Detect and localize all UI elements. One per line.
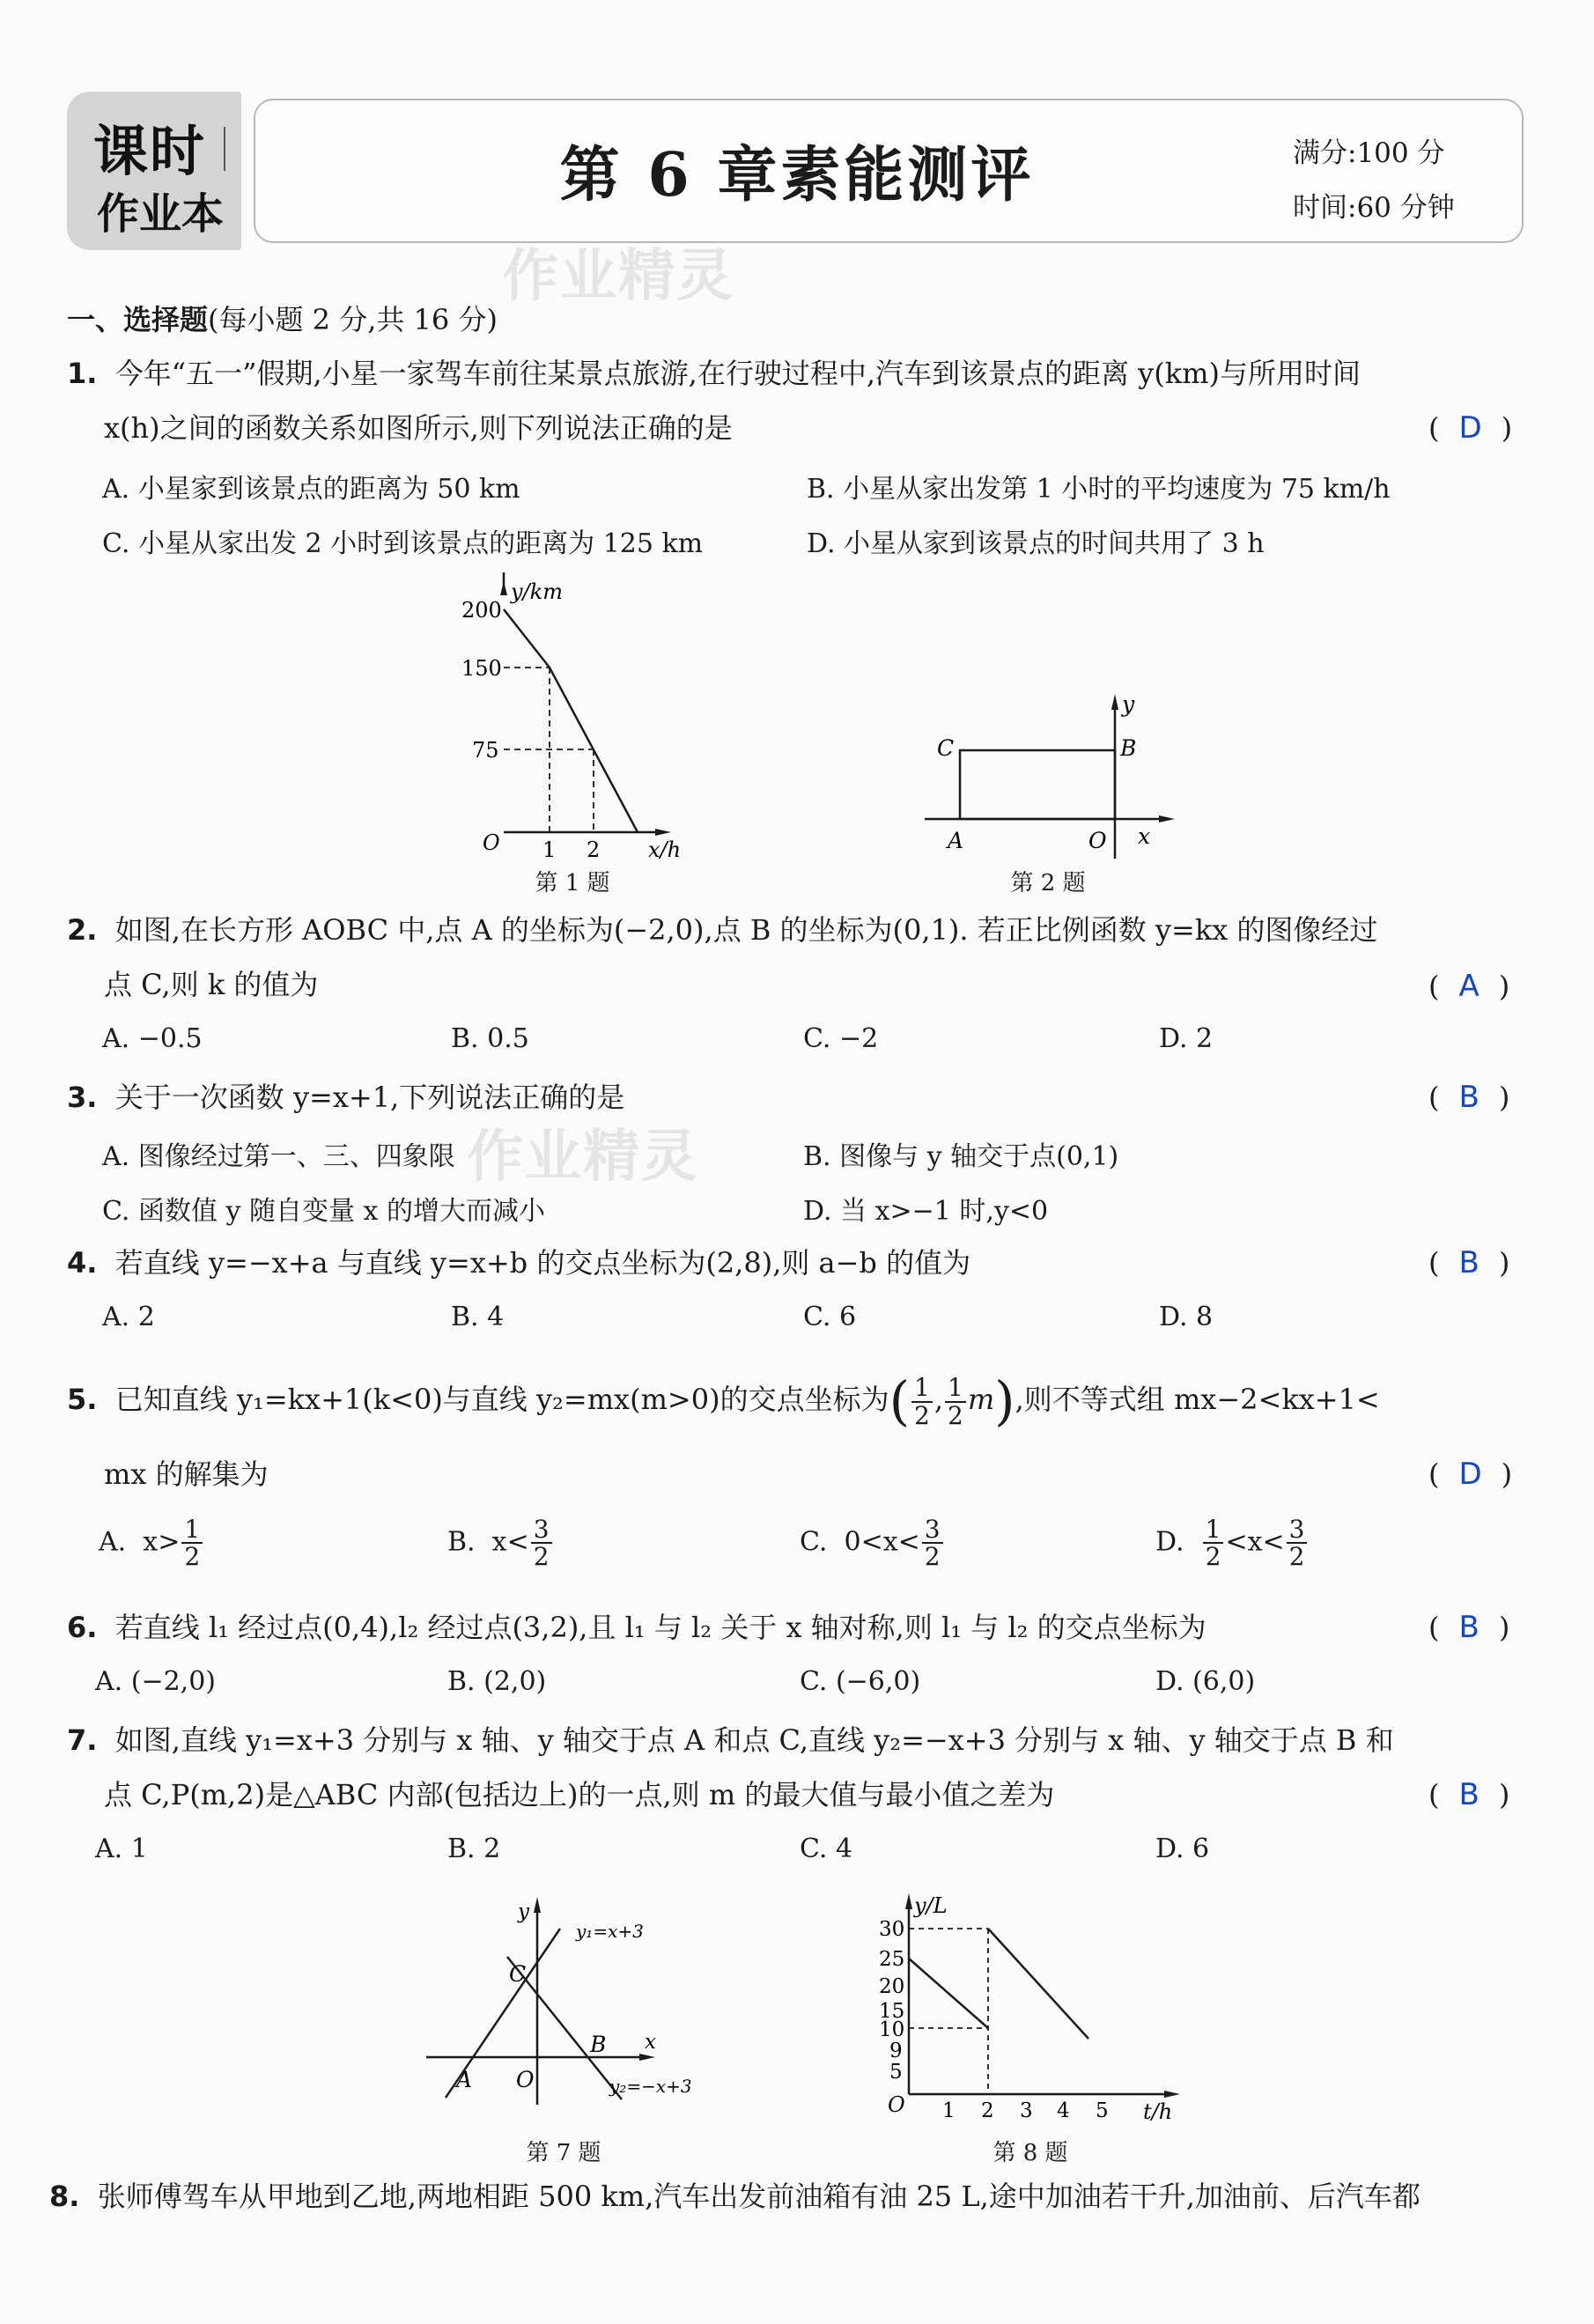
answer-letter: B (1458, 1245, 1480, 1280)
watermark-middle: 作业精灵 (467, 1125, 699, 1190)
option-1b: B. 小星从家出发第 1 小时的平均速度为 75 km/h (807, 474, 1391, 505)
option-3c: C. 函数值 y 随自变量 x 的增大而减小 (102, 1196, 545, 1227)
fig8-x-tick-3: 3 (1020, 2099, 1033, 2122)
option-4a: A. 2 (102, 1302, 155, 1332)
section-heading (67, 298, 498, 338)
fig1-x-label: x/h (648, 837, 682, 862)
option-4c: C. 6 (803, 1302, 857, 1332)
fig8-segment-1 (909, 1959, 988, 2028)
answer-letter: D (1458, 1457, 1482, 1492)
option-7d: D. 6 (1155, 1833, 1210, 1864)
question-text: 今年“五一”假期,小星一家驾车前往某景点旅游,在行驶过程中,汽车到该景点的距离 y(km)与所用时间 (114, 357, 1361, 390)
fig2-y-arrow (1111, 694, 1118, 710)
section-title: 一、选择题 (67, 303, 209, 336)
question-text: 如图,在长方形 AOBC 中,点 A 的坐标为(−2,0),点 B 的坐标为(0,1). 若正比例函数 y=kx 的图像经过 (114, 913, 1378, 947)
question-text: 若直线 l₁ 经过点(0,4),l₂ 经过点(3,2),且 l₁ 与 l₂ 关于 x 轴对称,则 l₁ 与 l₂ 的交点坐标为 (114, 1611, 1207, 1644)
answer-letter: B (1458, 1777, 1480, 1812)
fig8-segment-2 (988, 1929, 1088, 2039)
answer-7: ( B ) (1428, 1777, 1510, 1812)
fig2-label-B: B (1120, 735, 1137, 761)
question-number: 2. (67, 913, 98, 947)
question-number: 7. (67, 1723, 98, 1757)
answer-2: ( A ) (1428, 969, 1510, 1004)
option-7a: A. 1 (95, 1833, 148, 1864)
fig7-line1-label: y₁=x+3 (576, 1921, 644, 1942)
fig8-y-tick-5: 5 (889, 2061, 903, 2084)
option-3a: A. 图像经过第一、三、四象限 (102, 1141, 455, 1172)
question-8-line1 (49, 2179, 1421, 2214)
fig2-label-x: x (1138, 823, 1151, 849)
option-5d: D. $\frac{1}{2}$ <x< $\frac{3}{2}$ (1155, 1516, 1309, 1570)
fig7-label-C: C (509, 1961, 527, 1987)
fig2-x-arrow (1159, 815, 1175, 823)
figure-8 (865, 1893, 1191, 2131)
option-6d: D. (6,0) (1155, 1666, 1256, 1697)
fig8-x-tick-5: 5 (1096, 2099, 1109, 2122)
answer-letter: B (1458, 1080, 1480, 1115)
option-6a: A. (−2,0) (95, 1666, 216, 1697)
full-score: 满分:100 分 (1293, 137, 1445, 169)
figure-1 (440, 572, 705, 863)
fig1-x-arrow (655, 829, 671, 836)
fig7-line2-label: y₂=−x+3 (609, 2076, 692, 2097)
figure-7 (414, 1893, 713, 2131)
option-1c: C. 小星从家出发 2 小时到该景点的距离为 125 km (102, 528, 704, 559)
fig8-y-tick-30: 30 (879, 1918, 905, 1941)
question-1-line1 (67, 356, 1361, 391)
fig8-y-tick-20: 20 (879, 1975, 905, 1998)
fig7-label-y: y (518, 1900, 529, 1923)
answer-letter: B (1458, 1610, 1480, 1645)
figure-8-caption: 第 8 题 (993, 2140, 1068, 2166)
question-7-line2: 点 C,P(m,2)是△ABC 内部(包括边上)的一点,则 m 的最大值与最小值之差为 (104, 1778, 1055, 1811)
question-4-line1 (67, 1245, 970, 1280)
option-5a: A. x> $\frac{1}{2}$ (99, 1516, 204, 1570)
question-3-line1 (67, 1080, 624, 1115)
fig1-graph-line (504, 609, 638, 832)
fig1-x-tick-1: 1 (542, 837, 557, 862)
figure-7-caption: 第 7 题 (526, 2140, 601, 2166)
answer-letter: D (1458, 410, 1482, 446)
option-4b: B. 4 (451, 1302, 505, 1332)
option-1a: A. 小星家到该景点的距离为 50 km (102, 474, 520, 505)
question-2-line1 (67, 912, 1377, 948)
fig2-rectangle (960, 750, 1115, 819)
option-5b: B. x< $\frac{3}{2}$ (447, 1516, 554, 1570)
fig8-x-label: t/h (1143, 2099, 1173, 2124)
fig1-y-tick-200: 200 (461, 598, 502, 623)
option-6b: B. (2,0) (447, 1666, 547, 1697)
fig1-y-label: y/km (511, 579, 563, 604)
fig7-label-A: A (456, 2067, 473, 2092)
time-limit: 时间:60 分钟 (1293, 192, 1455, 224)
logo-line1: 课时 (93, 119, 207, 183)
fig7-y-arrow (534, 1897, 541, 1913)
option-6c: C. (−6,0) (800, 1666, 921, 1697)
question-1-line2: x(h)之间的函数关系如图所示,则下列说法正确的是 (104, 411, 733, 445)
answer-6: ( B ) (1428, 1610, 1510, 1645)
question-number: 5. (67, 1383, 98, 1416)
section-note: (每小题 2 分,共 16 分) (208, 303, 498, 336)
fig8-origin: O (888, 2092, 905, 2117)
question-text-after: ,则不等式组 mx−2<kx+1< (1015, 1383, 1380, 1416)
question-text: 关于一次函数 y=x+1,下列说法正确的是 (114, 1081, 625, 1114)
fig7-label-O: O (516, 2067, 535, 2092)
option-4d: D. 8 (1159, 1302, 1214, 1332)
fig2-label-C: C (937, 735, 955, 761)
fig2-label-y: y (1122, 691, 1135, 717)
option-3b: B. 图像与 y 轴交于点(0,1) (803, 1141, 1119, 1172)
question-5-line1: 5. 已知直线 y₁=kx+1(k<0)与直线 y₂=mx(m>0)的交点坐标为( $\frac{1}{2}$ , $\frac{1}{2}$ m),则不等式组 mx−2<kx+1< (67, 1370, 1380, 1433)
answer-4: ( B ) (1428, 1245, 1510, 1280)
question-number: 6. (67, 1611, 98, 1644)
option-3d: D. 当 x>−1 时,y<0 (803, 1196, 1049, 1227)
fig8-y-tick-10: 10 (879, 2018, 905, 2041)
watermark-top: 作业精灵 (502, 244, 734, 309)
fig8-y-arrow (905, 1893, 912, 1909)
question-text: 如图,直线 y₁=x+3 分别与 x 轴、y 轴交于点 A 和点 C,直线 y₂=−x+3 分别与 x 轴、y 轴交于点 B 和 (114, 1723, 1394, 1757)
fig2-label-A: A (948, 828, 964, 853)
figure-2 (916, 687, 1180, 863)
answer-3: ( B ) (1428, 1080, 1510, 1115)
page-title: 第 6 章素能测评 (559, 140, 1035, 210)
fig1-y-tick-75: 75 (472, 738, 499, 763)
fig8-y-label: y/L (914, 1893, 948, 1918)
fig7-label-B: B (590, 2032, 607, 2057)
option-2b: B. 0.5 (451, 1023, 529, 1054)
fig1-x-tick-2: 2 (587, 837, 601, 862)
option-2a: A. −0.5 (102, 1023, 203, 1054)
fig8-x-arrow (1164, 2091, 1180, 2098)
option-7c: C. 4 (800, 1833, 853, 1864)
fig1-y-arrow (500, 581, 507, 595)
fig7-x-arrow (639, 2054, 655, 2061)
fig7-label-x: x (645, 2031, 656, 2054)
question-number: 3. (67, 1081, 98, 1114)
question-text: 若直线 y=−x+a 与直线 y=x+b 的交点坐标为(2,8),则 a−b 的值为 (114, 1246, 971, 1280)
question-number: 4. (67, 1246, 98, 1280)
question-7-line1 (67, 1723, 1394, 1758)
fig8-x-tick-4: 4 (1057, 2099, 1070, 2122)
option-7b: B. 2 (447, 1833, 501, 1864)
figure-2-caption: 第 2 题 (1010, 870, 1086, 896)
fig2-label-O: O (1088, 828, 1107, 853)
option-2d: D. 2 (1159, 1023, 1214, 1054)
fig1-y-tick-150: 150 (461, 656, 502, 681)
point-x-fraction: $\frac{1}{2}$ (911, 1375, 933, 1428)
fig8-y-tick-15: 15 (879, 2000, 905, 2023)
fig8-x-tick-1: 1 (942, 2099, 956, 2122)
question-text: 张师傅驾车从甲地到乙地,两地相距 500 km,汽车出发前油箱有油 25 L,途中加油若干升,加油前、后汽车都 (97, 2180, 1421, 2213)
fig8-y-tick-25: 25 (879, 1948, 905, 1971)
answer-5: ( D ) (1428, 1457, 1513, 1492)
question-number: 1. (67, 357, 98, 390)
fig1-origin: O (483, 830, 500, 855)
answer-1: ( D ) (1428, 410, 1513, 446)
fig8-y-tick-9: 9 (889, 2040, 903, 2062)
question-5-line2: mx 的解集为 (104, 1457, 269, 1491)
question-6-line1 (67, 1610, 1207, 1645)
question-number: 8. (49, 2180, 80, 2213)
option-5c: C. 0<x< $\frac{3}{2}$ (800, 1516, 945, 1570)
option-2c: C. −2 (803, 1023, 879, 1054)
question-2-line2: 点 C,则 k 的值为 (104, 968, 319, 1001)
figure-1-caption: 第 1 题 (535, 870, 610, 896)
logo-line2: 作业本 (97, 189, 225, 239)
option-1d: D. 小星从家到该景点的时间共用了 3 h (807, 528, 1265, 559)
question-text: 已知直线 y₁=kx+1(k<0)与直线 y₂=mx(m>0)的交点坐标为 (114, 1383, 889, 1416)
fig8-x-tick-2: 2 (981, 2099, 994, 2122)
answer-letter: A (1458, 969, 1480, 1004)
point-y-fraction: $\frac{1}{2}$ (945, 1375, 966, 1428)
